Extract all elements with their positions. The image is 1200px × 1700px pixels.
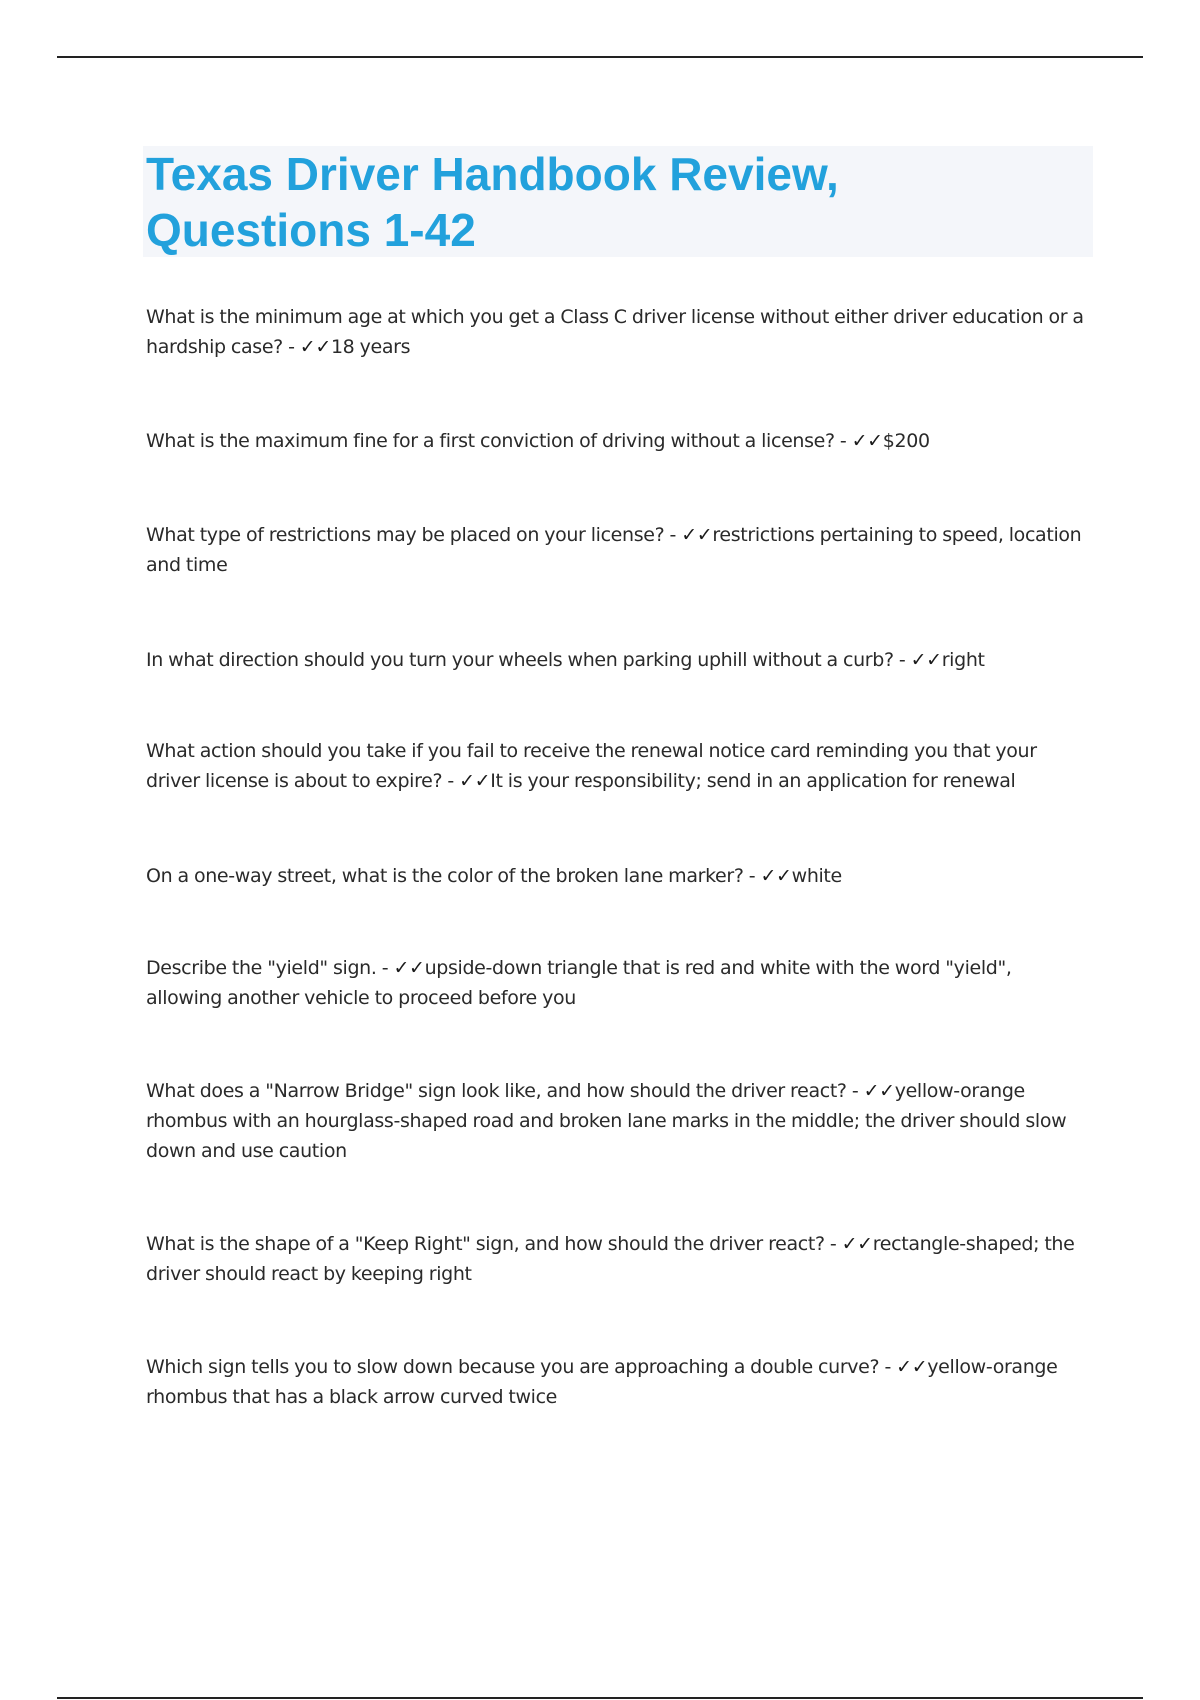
double-check-icon: ✓✓: [896, 1356, 928, 1378]
qa-item-8: [146, 1076, 1092, 1166]
page-title: [146, 146, 1086, 258]
double-check-icon: ✓✓: [760, 865, 792, 887]
question-text: What does a "Narrow Bridge" sign look like, and how should the driver react?: [146, 1080, 847, 1102]
double-check-icon: ✓✓: [681, 524, 713, 546]
title-line-2: Questions 1-42: [146, 204, 476, 256]
bottom-rule: [57, 1697, 1143, 1699]
separator: -: [282, 336, 300, 358]
question-text: Describe the "yield" sign.: [146, 957, 377, 979]
title-line-1: Texas Driver Handbook Review,: [146, 148, 839, 200]
question-text: Which sign tells you to slow down because you are approaching a double curve?: [146, 1356, 880, 1378]
qa-item-2: [146, 426, 1092, 456]
question-text: What is the minimum age at which you get a Class C driver license without either driver education or a hardship case?: [146, 306, 1084, 358]
answer-text: yellow-orange rhombus with an hourglass-shaped road and broken lane marks in the middle; the driver should slow down and use caution: [146, 1080, 1067, 1162]
double-check-icon: ✓✓: [841, 1233, 873, 1255]
top-rule: [57, 56, 1143, 58]
separator: -: [846, 1080, 864, 1102]
double-check-icon: ✓✓: [910, 649, 942, 671]
qa-item-6: [146, 861, 1092, 891]
double-check-icon: ✓✓: [459, 770, 491, 792]
qa-item-3: [146, 520, 1092, 580]
separator: -: [376, 957, 394, 979]
separator: -: [879, 1356, 897, 1378]
question-text: What type of restrictions may be placed on your license?: [146, 524, 665, 546]
separator: -: [442, 770, 460, 792]
answer-text: It is your responsibility; send in an application for renewal: [490, 770, 1016, 792]
double-check-icon: ✓✓: [393, 957, 425, 979]
separator: -: [743, 865, 761, 887]
separator: -: [664, 524, 682, 546]
answer-text: $200: [882, 430, 930, 452]
double-check-icon: ✓✓: [299, 336, 331, 358]
answer-text: white: [791, 865, 842, 887]
answer-text: restrictions pertaining to speed, location and time: [146, 524, 1082, 576]
separator: -: [893, 649, 911, 671]
qa-item-10: [146, 1352, 1092, 1412]
qa-item-7: [146, 953, 1092, 1013]
qa-item-4: [146, 645, 1092, 675]
question-text: In what direction should you turn your wheels when parking uphill without a curb?: [146, 649, 894, 671]
question-text: What is the maximum fine for a first conviction of driving without a license?: [146, 430, 835, 452]
qa-item-5: [146, 736, 1092, 796]
answer-text: upside-down triangle that is red and white with the word "yield", allowing another vehicle to proceed before you: [146, 957, 1012, 1009]
question-text: What action should you take if you fail to receive the renewal notice card reminding you that your driver license is about to expire?: [146, 740, 1037, 792]
answer-text: 18 years: [330, 336, 411, 358]
question-text: What is the shape of a "Keep Right" sign, and how should the driver react?: [146, 1233, 825, 1255]
answer-text: yellow-orange rhombus that has a black arrow curved twice: [146, 1356, 1058, 1408]
separator: -: [824, 1233, 842, 1255]
question-text: On a one-way street, what is the color of the broken lane marker?: [146, 865, 744, 887]
qa-item-9: [146, 1229, 1092, 1289]
qa-item-1: [146, 302, 1092, 362]
separator: -: [834, 430, 852, 452]
answer-text: rectangle-shaped; the driver should react by keeping right: [146, 1233, 1075, 1285]
answer-text: right: [941, 649, 985, 671]
double-check-icon: ✓✓: [863, 1080, 895, 1102]
double-check-icon: ✓✓: [851, 430, 883, 452]
